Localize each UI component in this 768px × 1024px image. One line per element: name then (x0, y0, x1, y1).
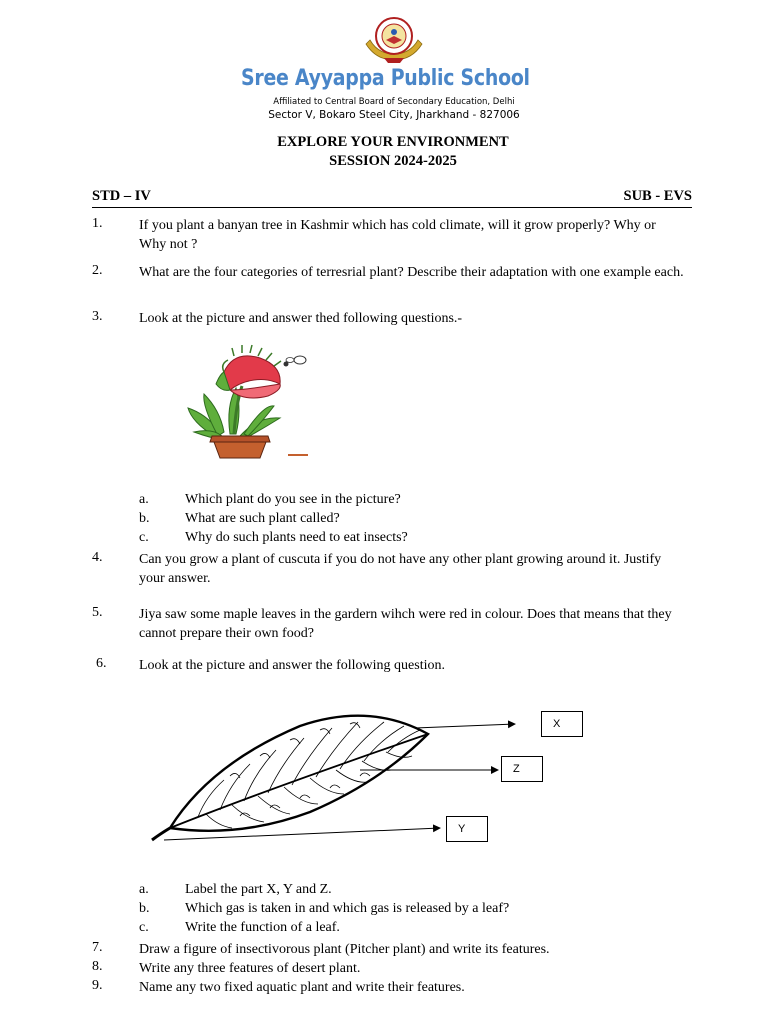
subquestion-letter: c. (139, 920, 149, 935)
subquestion-text: Write the function of a leaf. (185, 920, 340, 935)
subquestion-letter: b. (139, 511, 150, 526)
subquestion-letter: c. (139, 530, 149, 545)
question-number: 5. (92, 605, 103, 620)
session-title: SESSION 2024-2025 (329, 153, 457, 169)
subquestion-text: Why do such plants need to eat insects? (185, 530, 408, 545)
question-text: If you plant a banyan tree in Kashmir which has cold climate, will it grow properly? Why or Why not ? (139, 218, 656, 252)
school-address: Sector V, Bokaro Steel City, Jharkhand - 827006 (268, 109, 520, 121)
school-logo (362, 14, 426, 64)
question-text: Name any two fixed aquatic plant and write their features. (139, 980, 465, 995)
header-divider (92, 207, 692, 208)
question-text: Jiya saw some maple leaves in the gardern wihch were red in colour. Does that means that they cannot prepare their own food? (139, 607, 672, 641)
question-number: 2. (92, 263, 103, 278)
school-name: Sree Ayyappa Public School (241, 66, 530, 91)
question-number: 6. (96, 656, 107, 671)
document-title: EXPLORE YOUR ENVIRONMENT (277, 134, 509, 150)
question-number: 4. (92, 550, 103, 565)
question-number: 9. (92, 978, 103, 993)
question-text: Can you grow a plant of cuscuta if you do not have any other plant growing around it. Justify your answer. (139, 552, 662, 586)
subquestion-letter: a. (139, 492, 149, 507)
question-text: Draw a figure of insectivorous plant (Pitcher plant) and write its features. (139, 942, 550, 957)
question-text: Look at the picture and answer the following question. (139, 658, 445, 673)
label-box-x: X (541, 711, 583, 737)
subquestion-text: What are such plant called? (185, 511, 340, 526)
subquestion-text: Label the part X, Y and Z. (185, 882, 332, 897)
question-text: Look at the picture and answer thed following questions.- (139, 311, 463, 326)
subquestion-letter: a. (139, 882, 149, 897)
question-number: 8. (92, 959, 103, 974)
label-box-y: Y (446, 816, 488, 842)
label-box-z: Z (501, 756, 543, 782)
subject-label: SUB - EVS (623, 188, 692, 204)
question-text: Write any three features of desert plant. (139, 961, 361, 976)
standard-label: STD – IV (92, 188, 151, 204)
subquestion-text: Which gas is taken in and which gas is released by a leaf? (185, 901, 510, 916)
venus-flytrap-image (184, 344, 314, 462)
question-number: 3. (92, 309, 103, 324)
subquestion-text: Which plant do you see in the picture? (185, 492, 401, 507)
affiliation-text: Affiliated to Central Board of Secondary Education, Delhi (273, 97, 515, 107)
question-number: 1. (92, 216, 103, 231)
question-number: 7. (92, 940, 103, 955)
subquestion-letter: b. (139, 901, 150, 916)
question-text: What are the four categories of terresrial plant? Describe their adaptation with one example each. (139, 265, 684, 280)
